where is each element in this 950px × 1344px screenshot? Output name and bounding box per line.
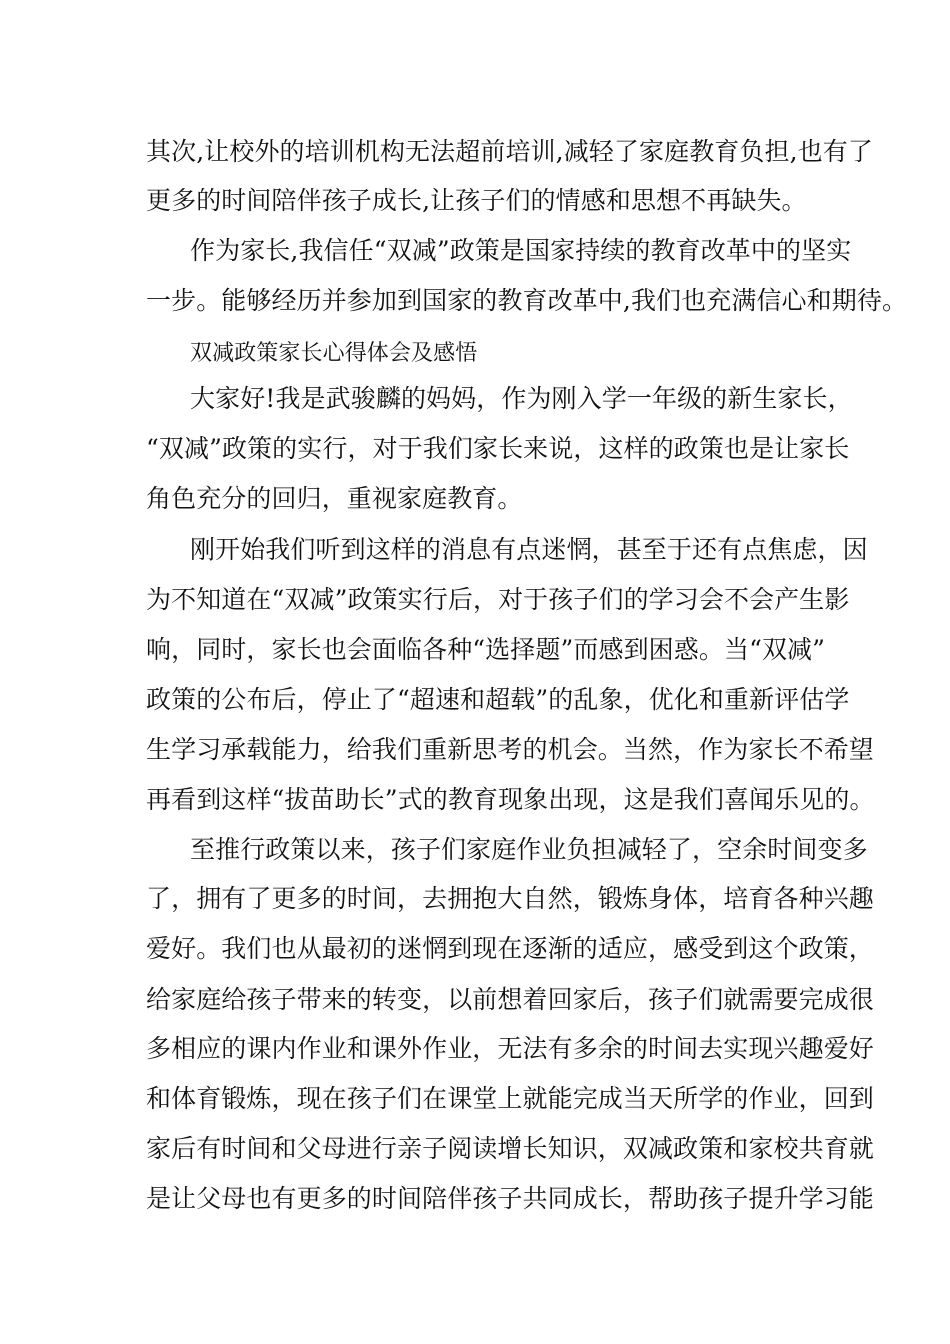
paragraph-first-line: 大家好!我是武骏麟的妈妈，作为刚入学一年级的新生家长， bbox=[190, 384, 853, 413]
text-line: 生学习承载能力，给我们重新思考的机会。当然，作为家长不希望 bbox=[146, 735, 874, 764]
text-line: 和体育锻炼，现在孩子们在课堂上就能完成当天所学的作业，回到 bbox=[146, 1084, 874, 1113]
text-line: 爱好。我们也从最初的迷惘到现在逐渐的适应，感受到这个政策， bbox=[146, 934, 874, 963]
text-line: 再看到这样“拔苗助长”式的教育现象出现，这是我们喜闻乐见的。 bbox=[146, 785, 875, 814]
text-line: 了，拥有了更多的时间，去拥抱大自然，锻炼身体，培育各种兴趣 bbox=[146, 884, 874, 913]
paragraph-first-line: 刚开始我们听到这样的消息有点迷惘，甚至于还有点焦虑，因 bbox=[190, 535, 868, 564]
text-line: 更多的时间陪伴孩子成长,让孩子们的情感和思想不再缺失。 bbox=[146, 186, 807, 215]
section-heading: 双减政策家长心得体会及感悟 bbox=[190, 341, 478, 366]
text-line: “双减”政策的实行，对于我们家长来说，这样的政策也是让家长 bbox=[146, 434, 850, 463]
text-line: 为不知道在“双减”政策实行后，对于孩子们的学习会不会产生影 bbox=[146, 585, 850, 614]
paragraph-first-line: 至推行政策以来，孩子们家庭作业负担减轻了，空余时间变多 bbox=[190, 835, 868, 864]
text-line: 响，同时，家长也会面临各种“选择题”而感到困惑。当“双减” bbox=[146, 635, 826, 664]
paragraph-first-line: 作为家长,我信任“双减”政策是国家持续的教育改革中的坚实 bbox=[190, 236, 852, 265]
text-line: 给家庭给孩子带来的转变，以前想着回家后，孩子们就需要完成很 bbox=[146, 985, 874, 1014]
text-line: 多相应的课内作业和课外作业，无法有多余的时间去实现兴趣爱好 bbox=[146, 1034, 874, 1063]
text-line: 角色充分的回归，重视家庭教育。 bbox=[146, 484, 523, 513]
text-line: 家后有时间和父母进行亲子阅读增长知识，双减政策和家校共育就 bbox=[146, 1134, 874, 1163]
text-line: 一步。能够经历并参加到国家的教育改革中,我们也充满信心和期待。 bbox=[146, 286, 908, 315]
text-line: 政策的公布后，停止了“超速和超载”的乱象，优化和重新评估学 bbox=[146, 685, 850, 714]
text-line: 是让父母也有更多的时间陪伴孩子共同成长，帮助孩子提升学习能 bbox=[146, 1184, 874, 1213]
text-line: 其次,让校外的培训机构无法超前培训,减轻了家庭教育负担,也有了 bbox=[146, 137, 873, 166]
